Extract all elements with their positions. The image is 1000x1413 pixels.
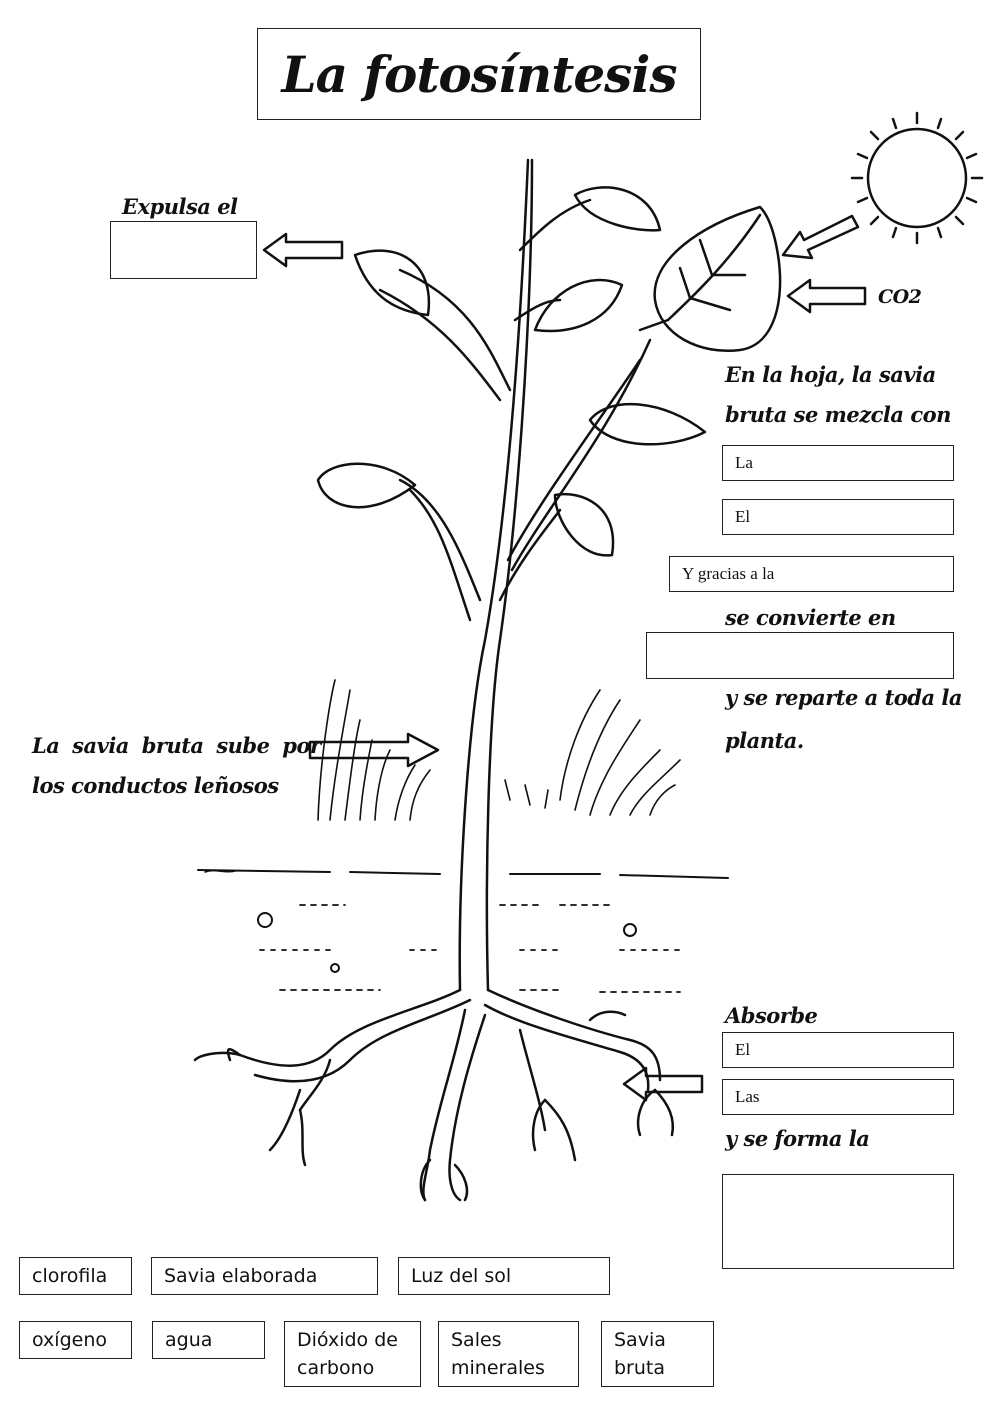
absorb-answer-2[interactable]: Las [722,1079,954,1115]
word-tile-dioxido-de-carbono[interactable]: Dióxido de carbono [284,1321,421,1387]
arrow-co2-icon [788,280,865,312]
plant-leaves-icon [318,187,705,555]
leaf-text-line1: En la hoja, la savia [725,362,936,387]
rises-text-line2: los conductos leñosos [32,773,279,798]
forms-label: y se forma la [725,1126,870,1151]
absorb-answer-1[interactable]: El [722,1032,954,1068]
arrow-sunlight-icon [783,216,858,258]
plant-stem-icon [380,160,650,990]
word-tile-savia-bruta[interactable]: Savia bruta [601,1321,714,1387]
thanks-answer[interactable]: Y gracias a la [669,556,954,592]
spread-text-line2: planta. [725,728,804,753]
roots-icon [195,990,673,1200]
word-tile-luz-del-sol[interactable]: Luz del sol [398,1257,610,1295]
arrow-rises-icon [310,734,438,766]
expels-label: Expulsa el [122,194,238,219]
sun-icon [852,113,982,243]
mix-answer-1[interactable]: La [722,445,954,481]
word-tile-agua[interactable]: agua [152,1321,265,1359]
co2-label: CO2 [878,286,922,308]
leaf-text-line2: bruta se mezcla con [725,402,951,427]
absorbs-label: Absorbe [725,1003,818,1028]
ground-icon [198,870,728,992]
leaf-detail-icon [640,207,780,351]
word-tile-savia-elaborada[interactable]: Savia elaborada [151,1257,378,1295]
mix-answer-2[interactable]: El [722,499,954,535]
arrow-expels-icon [264,234,342,266]
expels-answer-box[interactable] [110,221,257,279]
converts-label: se convierte en [725,605,896,630]
forms-answer-box[interactable] [722,1174,954,1269]
converts-answer-box[interactable] [646,632,954,679]
grass-icon [318,680,680,820]
title-box [257,28,701,120]
arrow-absorbs-icon [624,1068,702,1100]
word-tile-oxigeno[interactable]: oxígeno [19,1321,132,1359]
word-tile-clorofila[interactable]: clorofila [19,1257,132,1295]
page-title: La fotosíntesis [281,44,677,104]
word-tile-sales-minerales[interactable]: Sales minerales [438,1321,579,1387]
spread-text-line1: y se reparte a toda la [725,685,962,710]
rises-text-line1: La savia bruta sube por [32,733,321,758]
